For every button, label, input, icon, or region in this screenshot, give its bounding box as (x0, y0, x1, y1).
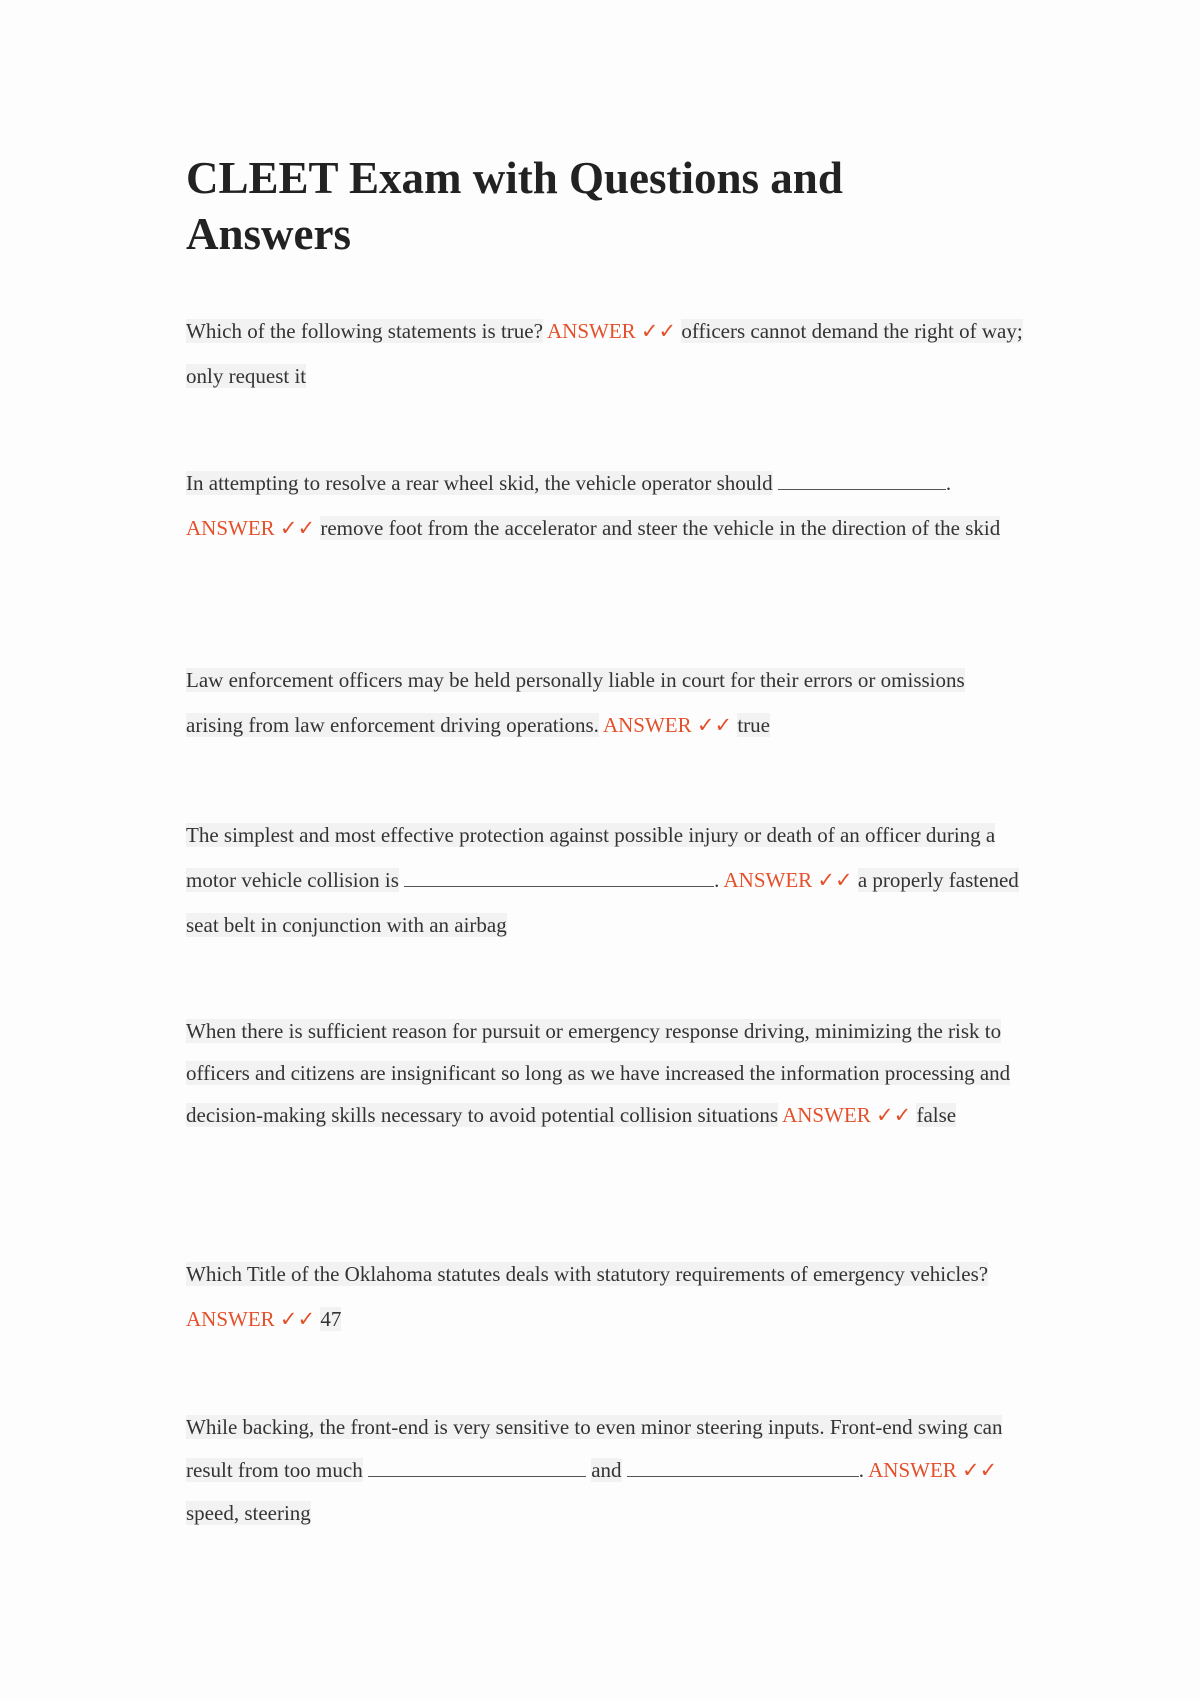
answer-text: remove foot from the accelerator and steer the vehicle in the direction of the skid (320, 516, 1001, 540)
question-text: While backing, the front-end is very sensitive to even minor steering inputs. Front-end swing can result from too much (186, 1415, 1003, 1482)
question-text: Which of the following statements is true? (186, 319, 543, 343)
answer-text: 47 (320, 1307, 342, 1331)
answer-marker: ANSWER ✓✓ (723, 868, 853, 892)
answer-text: a properly fastened seat belt in conjunction with an airbag (186, 868, 1019, 937)
qa-item (186, 309, 1026, 399)
answer-marker: ANSWER ✓✓ (868, 1458, 998, 1482)
qa-item (186, 1252, 1026, 1342)
answer-marker: ANSWER ✓✓ (782, 1103, 912, 1127)
fill-in-blank (627, 1454, 859, 1477)
question-end: . (714, 868, 720, 892)
answer-text: speed, steering (186, 1501, 311, 1525)
document-title: CLEET Exam with Questions and Answers (186, 153, 843, 259)
answer-text: officers cannot demand the right of way; only request it (186, 319, 1023, 388)
answer-marker: ANSWER ✓✓ (547, 319, 677, 343)
question-text: When there is sufficient reason for pursuit or emergency response driving, minimizing the risk to officers and citizens are insignificant so long as we have increased the information processing and decision-making skills necessary to avoid potential collision situations (186, 1019, 1011, 1127)
question-mid: and (591, 1458, 622, 1482)
answer-marker: ANSWER ✓✓ (186, 1307, 316, 1331)
qa-item (186, 1010, 1026, 1136)
question-text: Law enforcement officers may be held personally liable in court for their errors or omissions arising from law enforcement driving operations. (186, 668, 965, 737)
document-page (186, 150, 1026, 262)
qa-item (186, 461, 1026, 551)
answer-marker: ANSWER ✓✓ (186, 516, 316, 540)
fill-in-blank (368, 1454, 586, 1477)
qa-item (186, 1406, 1026, 1535)
qa-item (186, 658, 1026, 748)
answer-marker: ANSWER ✓✓ (602, 713, 733, 737)
question-text: The simplest and most effective protection against possible injury or death of an officer during a motor vehicle collision is (186, 823, 996, 892)
question-end: . (858, 1458, 865, 1482)
question-text: Which Title of the Oklahoma statutes deals with statutory requirements of emergency vehicles? (186, 1262, 989, 1286)
question-text: In attempting to resolve a rear wheel skid, the vehicle operator should (186, 471, 773, 495)
qa-item (186, 813, 1026, 948)
question-end: . (945, 471, 952, 495)
fill-in-blank (778, 467, 946, 490)
answer-text: true (737, 713, 770, 737)
answer-text: false (916, 1103, 957, 1127)
fill-in-blank (404, 864, 714, 887)
